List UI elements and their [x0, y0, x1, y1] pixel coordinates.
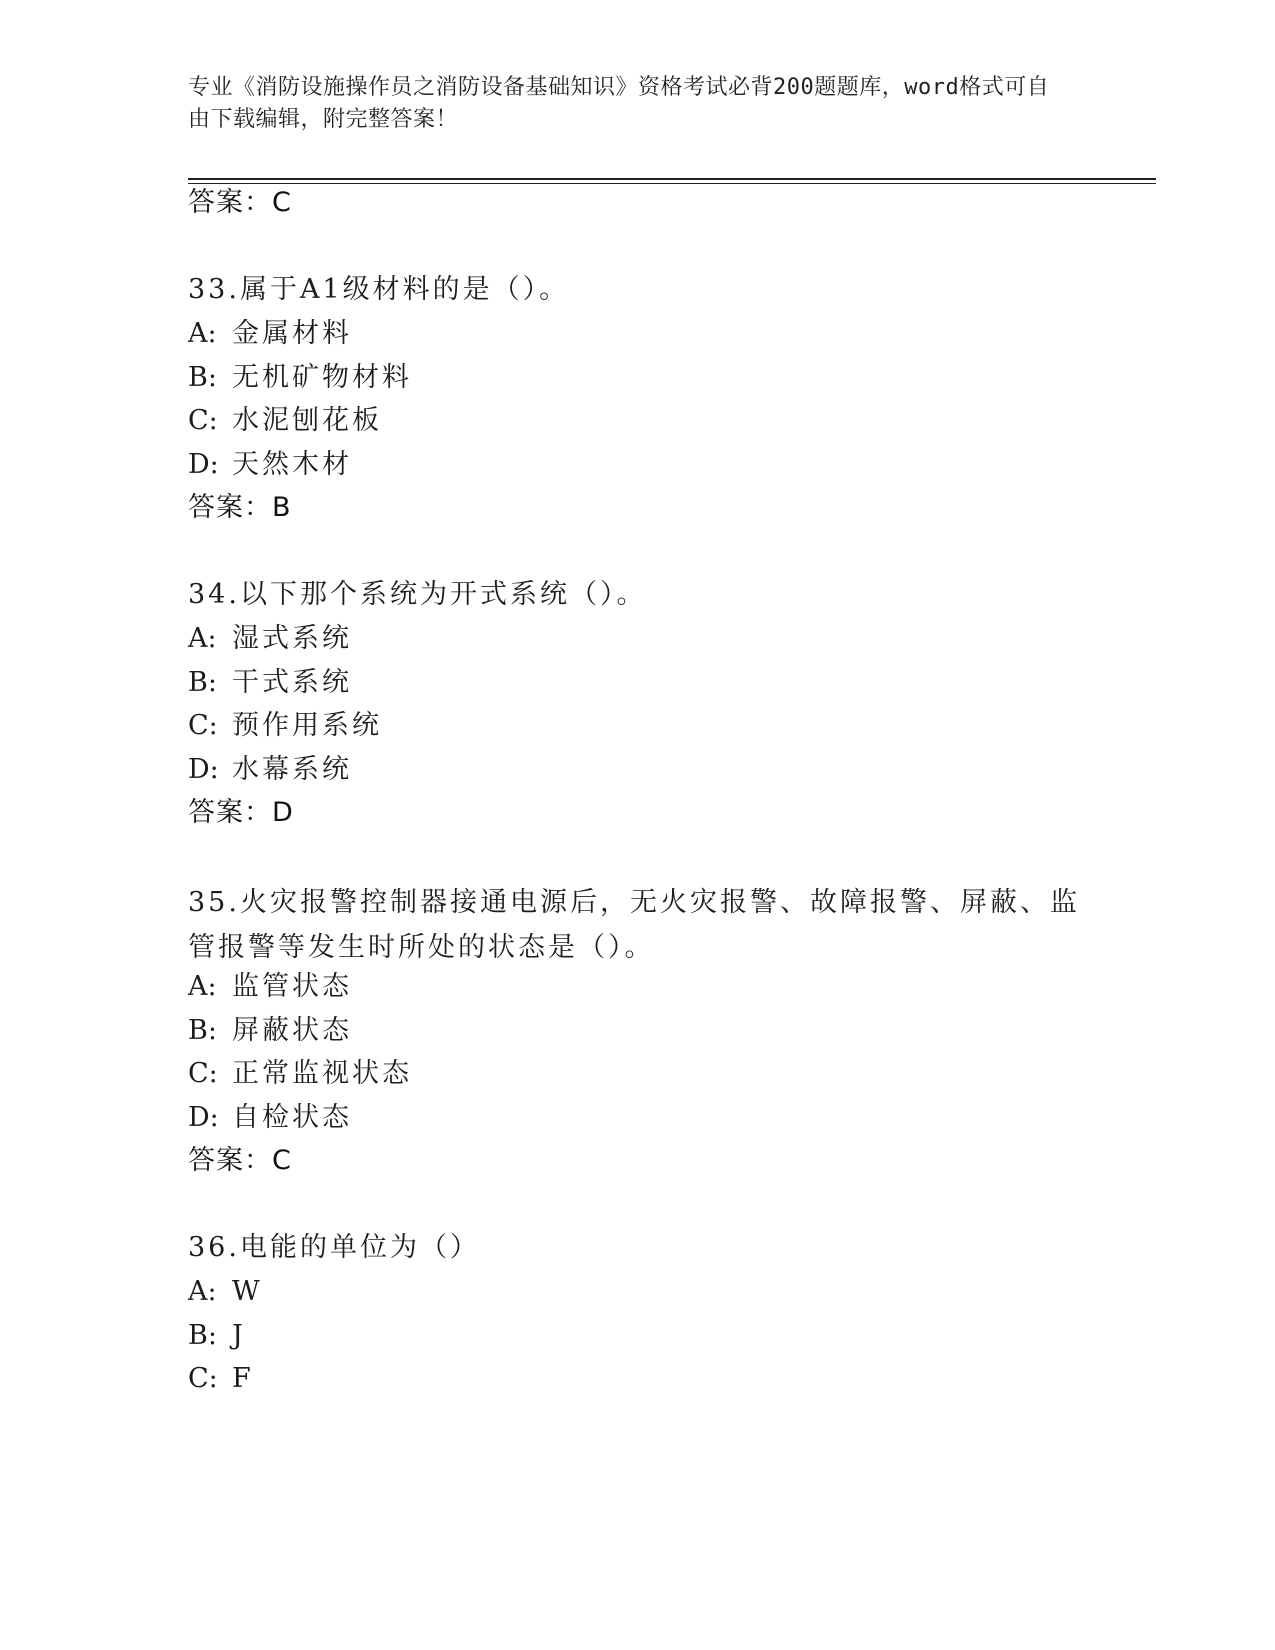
option-text: 金属材料	[232, 318, 352, 349]
option-label: C:	[188, 1363, 218, 1394]
question-34-option-d	[188, 753, 352, 787]
previous-answer: 答案：C	[188, 187, 292, 218]
option-label: C:	[188, 1058, 218, 1089]
header-divider-thin	[188, 183, 1156, 184]
option-label: D:	[188, 449, 219, 480]
question-35-option-c	[188, 1057, 412, 1091]
question-36-option-c	[188, 1362, 254, 1396]
option-text: 预作用系统	[232, 710, 382, 741]
question-34-answer: 答案：D	[188, 797, 294, 828]
question-33-option-a	[188, 317, 352, 351]
question-33-option-d	[188, 448, 352, 482]
question-34-stem: 34.以下那个系统为开式系统（）。	[188, 579, 647, 610]
option-label: D:	[188, 754, 219, 785]
question-35-stem: 35.火灾报警控制器接通电源后，无火灾报警、故障报警、屏蔽、监管报警等发生时所处的状态是（）。	[188, 887, 1080, 963]
option-label: B:	[188, 362, 217, 393]
option-text: 自检状态	[232, 1102, 352, 1133]
question-36-option-a	[188, 1275, 263, 1309]
option-text: 水幕系统	[232, 754, 352, 785]
option-label: C:	[188, 710, 218, 741]
question-36-option-b	[188, 1319, 246, 1353]
option-text: 天然木材	[232, 449, 352, 480]
option-text: 水泥刨花板	[232, 405, 382, 436]
option-text: 无机矿物材料	[232, 362, 412, 393]
question-34-option-c	[188, 709, 382, 743]
question-34-option-a	[188, 622, 352, 656]
option-text: 正常监视状态	[232, 1058, 412, 1089]
option-label: C:	[188, 405, 218, 436]
question-33-option-c	[188, 404, 382, 438]
option-text: 屏蔽状态	[232, 1015, 352, 1046]
option-label: A:	[188, 623, 217, 654]
option-label: B:	[188, 667, 217, 698]
option-label: A:	[188, 318, 217, 349]
question-33-option-b	[188, 361, 412, 395]
option-label: A:	[188, 971, 217, 1002]
question-36-stem: 36.电能的单位为（）	[188, 1232, 480, 1263]
option-text: 湿式系统	[232, 623, 352, 654]
option-label: D:	[188, 1102, 219, 1133]
option-text: J	[232, 1320, 246, 1351]
option-text: F	[232, 1363, 254, 1394]
option-label: A:	[188, 1276, 217, 1307]
question-35-option-b	[188, 1014, 352, 1048]
option-text: W	[232, 1276, 263, 1307]
option-label: B:	[188, 1320, 217, 1351]
option-text: 干式系统	[232, 667, 352, 698]
document-header: 专业《消防设施操作员之消防设备基础知识》资格考试必背200题题库，word格式可自由下载编辑，附完整答案！	[188, 75, 1050, 132]
question-35-answer: 答案：C	[188, 1145, 292, 1176]
header-divider-thick	[188, 178, 1156, 180]
question-33-answer: 答案：B	[188, 492, 292, 523]
question-34-option-b	[188, 666, 352, 700]
question-35-option-a	[188, 970, 352, 1004]
option-label: B:	[188, 1015, 217, 1046]
question-35-option-d	[188, 1101, 352, 1135]
question-33-stem: 33.属于A1级材料的是（）。	[188, 274, 570, 305]
option-text: 监管状态	[232, 971, 352, 1002]
